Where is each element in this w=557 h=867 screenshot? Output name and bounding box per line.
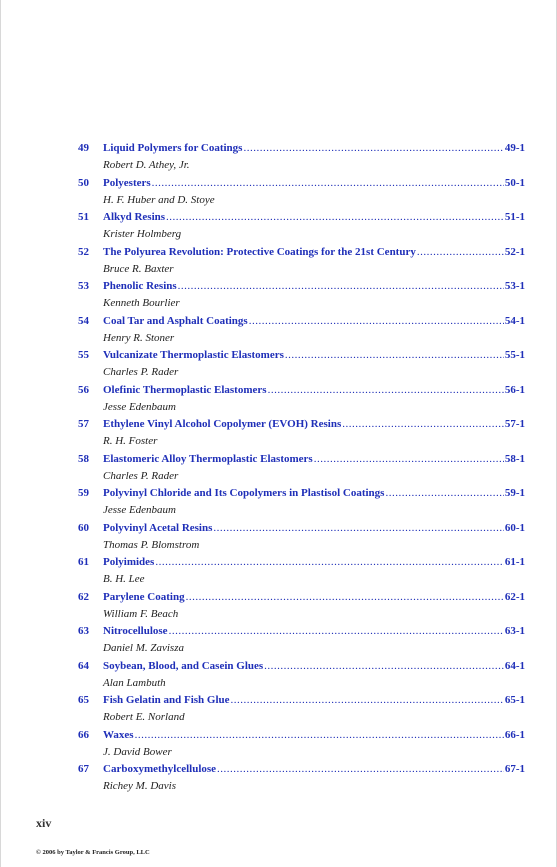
chapter-page[interactable]: 62-1	[504, 590, 525, 603]
chapter-title[interactable]: Parylene Coating	[103, 590, 185, 603]
toc-link[interactable]	[78, 382, 525, 399]
toc-entry	[78, 451, 525, 486]
chapter-number: 66	[78, 728, 89, 741]
toc-entry	[78, 727, 525, 762]
toc-link[interactable]	[78, 520, 525, 537]
chapter-number: 58	[78, 452, 89, 465]
dot-leader	[166, 209, 504, 226]
chapter-author: Henry R. Stoner	[103, 331, 175, 344]
toc-link[interactable]	[78, 692, 525, 709]
toc-entries	[78, 140, 525, 796]
toc-entry	[78, 692, 525, 727]
chapter-page[interactable]: 52-1	[504, 245, 525, 258]
chapter-title[interactable]: Waxes	[103, 728, 134, 741]
page-edge-left	[0, 0, 1, 867]
toc-entry	[78, 175, 525, 210]
chapter-number: 57	[78, 418, 89, 430]
chapter-page[interactable]: 67-1	[504, 763, 525, 775]
chapter-number: 55	[78, 349, 89, 361]
toc-entry	[78, 347, 525, 382]
chapter-author: William F. Beach	[103, 607, 179, 620]
table-of-contents	[78, 140, 525, 796]
dot-leader	[217, 761, 504, 778]
chapter-page[interactable]: 64-1	[504, 659, 525, 672]
chapter-title[interactable]: The Polyurea Revolution: Protective Coatings for the 21st Century	[103, 245, 416, 258]
chapter-number: 67	[78, 763, 89, 775]
dot-leader	[135, 727, 504, 744]
chapter-title[interactable]: Coal Tar and Asphalt Coatings	[103, 314, 248, 327]
toc-entry	[78, 244, 525, 279]
toc-entry	[78, 485, 525, 520]
dot-leader	[178, 278, 504, 295]
chapter-author: H. F. Huber and D. Stoye	[103, 193, 215, 206]
chapter-number: 59	[78, 487, 89, 499]
chapter-author: Krister Holmberg	[103, 228, 182, 240]
chapter-page[interactable]: 58-1	[504, 452, 525, 465]
dot-leader	[417, 244, 504, 261]
toc-entry	[78, 554, 525, 589]
toc-entry	[78, 658, 525, 693]
toc-link[interactable]	[78, 727, 525, 744]
dot-leader	[385, 485, 503, 502]
chapter-number: 56	[78, 383, 89, 396]
dot-leader	[231, 692, 504, 709]
chapter-title[interactable]: Fish Gelatin and Fish Glue	[103, 694, 230, 706]
chapter-title[interactable]: Soybean, Blood, and Casein Glues	[103, 659, 264, 672]
chapter-number: 60	[78, 521, 89, 534]
toc-link[interactable]	[78, 485, 525, 502]
dot-leader	[186, 589, 504, 606]
chapter-title[interactable]: Polyvinyl Acetal Resins	[103, 521, 213, 534]
dot-leader	[249, 313, 504, 330]
toc-link[interactable]	[78, 244, 525, 261]
toc-entry	[78, 382, 525, 417]
chapter-author: Kenneth Bourlier	[103, 297, 180, 309]
chapter-author: Jesse Edenbaum	[103, 504, 177, 516]
chapter-number: 61	[78, 556, 89, 568]
chapter-page[interactable]: 57-1	[504, 418, 525, 430]
chapter-author: Charles P. Rader	[103, 366, 179, 378]
toc-entry	[78, 520, 525, 555]
dot-leader	[342, 416, 504, 433]
chapter-author: J. David Bower	[103, 745, 172, 758]
toc-entry	[78, 140, 525, 175]
chapter-number: 52	[78, 245, 89, 258]
chapter-title[interactable]: Liquid Polymers for Coatings	[103, 142, 243, 154]
chapter-title[interactable]: Olefinic Thermoplastic Elastomers	[103, 383, 267, 396]
chapter-page[interactable]: 51-1	[504, 211, 525, 223]
chapter-number: 63	[78, 625, 89, 637]
chapter-title[interactable]: Carboxymethylcellulose	[103, 763, 217, 775]
toc-link[interactable]	[78, 451, 525, 468]
chapter-author: Alan Lambuth	[103, 676, 166, 689]
toc-link[interactable]	[78, 416, 525, 433]
chapter-title[interactable]: Nitrocellulose	[103, 625, 168, 637]
chapter-page[interactable]: 50-1	[504, 176, 525, 189]
chapter-title[interactable]: Polyvinyl Chloride and Its Copolymers in Plastisol Coatings	[103, 487, 385, 499]
dot-leader	[243, 140, 503, 157]
chapter-number: 53	[78, 280, 89, 292]
chapter-number: 65	[78, 694, 89, 706]
chapter-author: Richey M. Davis	[103, 780, 176, 792]
chapter-author: Bruce R. Baxter	[103, 262, 174, 275]
toc-entry	[78, 209, 525, 244]
toc-link[interactable]	[78, 175, 525, 192]
chapter-page[interactable]: 66-1	[504, 728, 525, 741]
chapter-page[interactable]: 56-1	[504, 383, 525, 396]
toc-link[interactable]	[78, 761, 525, 778]
chapter-title[interactable]: Polyimides	[103, 556, 155, 568]
toc-entry	[78, 313, 525, 348]
dot-leader	[213, 520, 503, 537]
chapter-author: Robert E. Norland	[103, 711, 185, 723]
toc-link[interactable]	[78, 140, 525, 157]
toc-link[interactable]	[78, 589, 525, 606]
dot-leader	[285, 347, 504, 364]
chapter-author: Daniel M. Zavisza	[103, 642, 184, 654]
toc-entry	[78, 623, 525, 658]
chapter-author: Jesse Edenbaum	[103, 400, 177, 413]
chapter-title[interactable]: Alkyd Resins	[103, 211, 166, 223]
chapter-page[interactable]: 54-1	[504, 314, 525, 327]
dot-leader	[264, 658, 504, 675]
toc-entry	[78, 589, 525, 624]
chapter-title[interactable]: Vulcanizate Thermoplastic Elastomers	[103, 349, 284, 361]
chapter-title[interactable]: Polyesters	[103, 176, 151, 189]
chapter-author: Charles P. Rader	[103, 469, 179, 482]
toc-link[interactable]	[78, 313, 525, 330]
chapter-number: 62	[78, 590, 89, 603]
toc-link[interactable]	[78, 209, 525, 226]
chapter-author: Robert D. Athey, Jr.	[103, 159, 190, 171]
copyright-notice: © 2006 by Taylor & Francis Group, LLC	[36, 849, 150, 856]
toc-entry	[78, 761, 525, 796]
chapter-author: B. H. Lee	[103, 573, 145, 585]
chapter-author: Thomas P. Blomstrom	[103, 538, 200, 551]
dot-leader	[268, 382, 504, 399]
page-folio: xiv	[36, 816, 52, 830]
toc-entry	[78, 278, 525, 313]
dot-leader	[152, 175, 504, 192]
chapter-page[interactable]: 55-1	[504, 349, 525, 361]
chapter-author: R. H. Foster	[103, 435, 158, 447]
chapter-number: 54	[78, 314, 89, 327]
toc-link[interactable]	[78, 658, 525, 675]
dot-leader	[314, 451, 504, 468]
chapter-page[interactable]: 60-1	[504, 521, 525, 534]
chapter-page[interactable]: 63-1	[504, 625, 525, 637]
chapter-title[interactable]: Ethylene Vinyl Alcohol Copolymer (EVOH) Resins	[103, 418, 342, 430]
chapter-page[interactable]: 61-1	[504, 556, 525, 568]
chapter-page[interactable]: 65-1	[504, 694, 525, 706]
toc-link[interactable]	[78, 623, 525, 640]
chapter-page[interactable]: 49-1	[504, 142, 525, 154]
toc-link[interactable]	[78, 554, 525, 571]
chapter-number: 50	[78, 176, 89, 189]
chapter-number: 49	[78, 142, 89, 154]
dot-leader	[155, 554, 503, 571]
chapter-title[interactable]: Phenolic Resins	[103, 280, 177, 292]
chapter-number: 51	[78, 211, 89, 223]
chapter-page[interactable]: 59-1	[504, 487, 525, 499]
toc-link[interactable]	[78, 347, 525, 364]
dot-leader	[169, 623, 504, 640]
toc-link[interactable]	[78, 278, 525, 295]
chapter-page[interactable]: 53-1	[504, 280, 525, 292]
chapter-number: 64	[78, 659, 89, 672]
toc-entry	[78, 416, 525, 451]
chapter-title[interactable]: Elastomeric Alloy Thermoplastic Elastomers	[103, 452, 313, 465]
